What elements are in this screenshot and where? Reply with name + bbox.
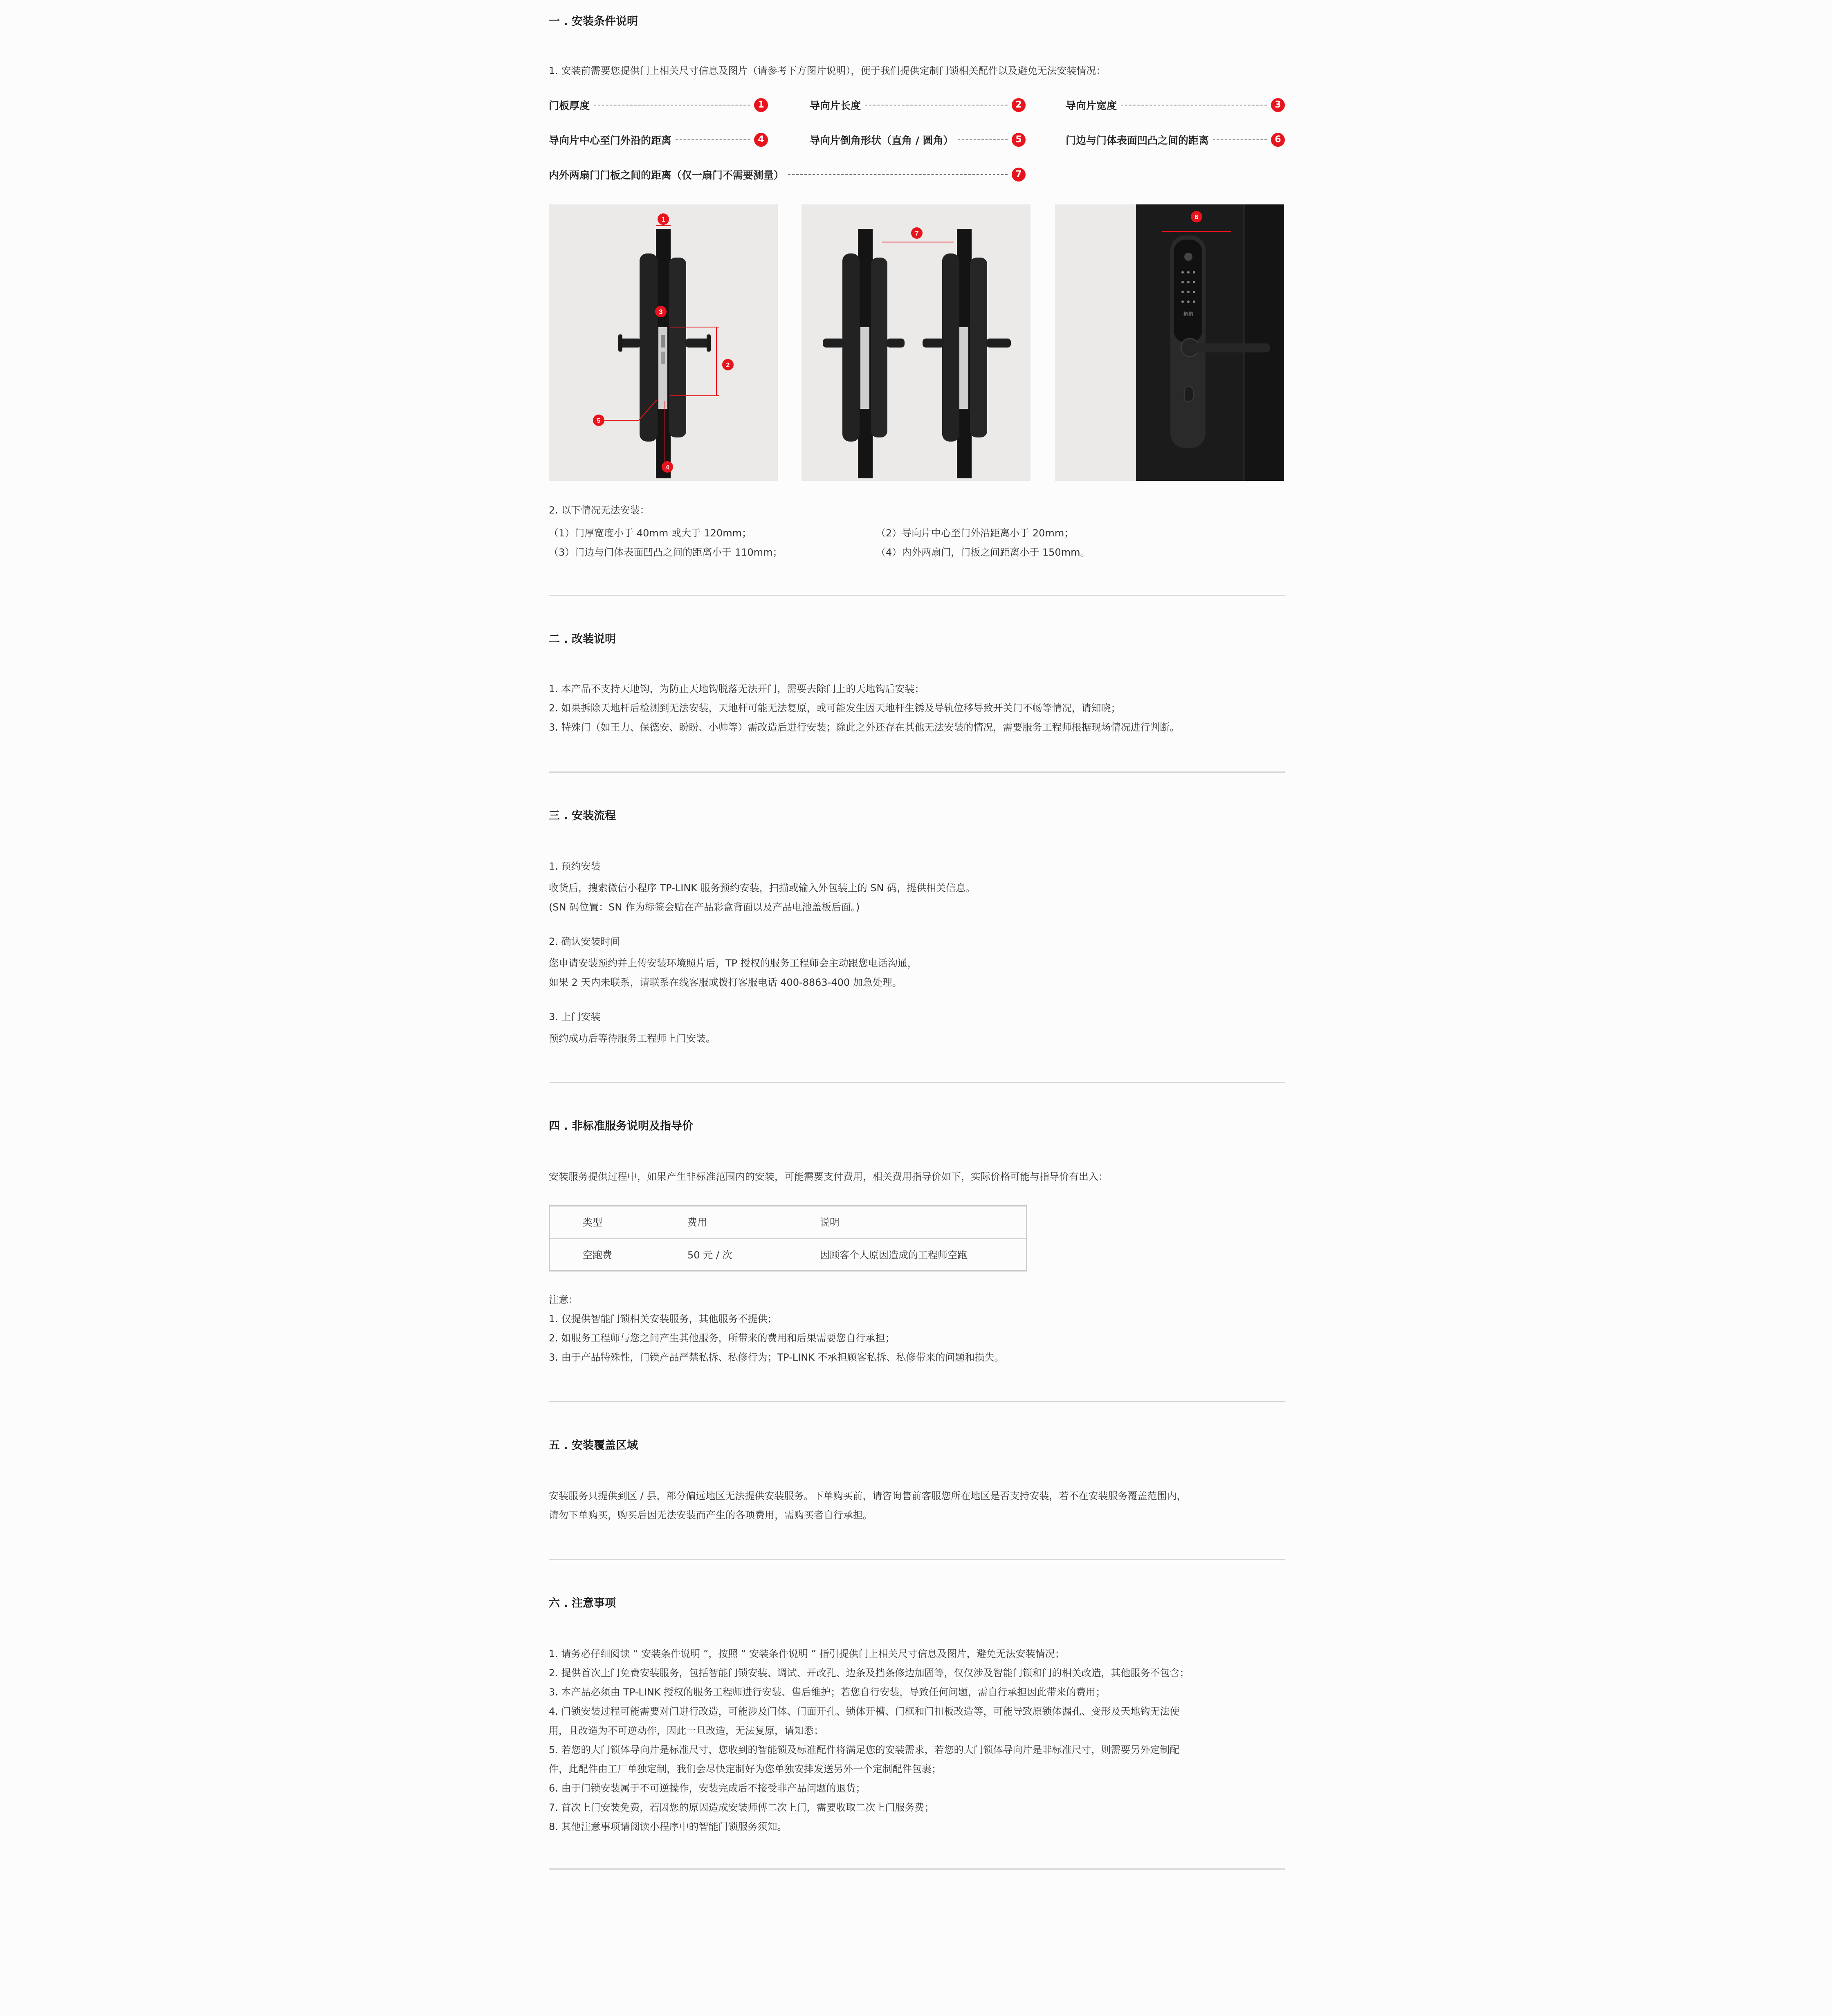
cannot-install-title: 2. 以下情况无法安装： [549,505,650,516]
section-6-line: 1. 请务必仔细阅读 “ 安装条件说明 ”，按照 “ 安装条件说明 ” 指引提供门上相关尺寸信息及图片，避免无法安装情况； [549,1648,1065,1659]
step-line: 收货后，搜索微信小程序 TP-LINK 服务预约安装，扫描或输入外包装上的 SN 码，提供相关信息。 [549,882,976,894]
step-line: 预约成功后等待服务工程师上门安装。 [549,1033,716,1044]
svg-text:7: 7 [915,230,919,237]
section-divider [549,1868,1285,1870]
lock-side-view-drawing [549,204,778,481]
double-door-view-image [802,204,1030,481]
measure-label: 导向片宽度 [1066,100,1117,112]
step-line: 如果 2 天内未联系，请联系在线客服或拨打客服电话 400-8863-400 加急处理。 [549,977,902,988]
measure-item [549,166,1026,183]
table-header-cell: 费用 [687,1217,707,1228]
note-line: 1. 仅提供智能门锁相关安装服务，其他服务不提供； [549,1313,777,1325]
measure-item [549,132,768,148]
section-6-line: 用，且改造为不可逆动作，因此一旦改造，无法复原，请知悉； [549,1725,824,1736]
cannot-item: （4）内外两扇门，门板之间距离小于 150mm。 [876,547,1090,558]
step-line: 您申请安装预约并上传安装环境照片后，TP 授权的服务工程师会主动跟您电话沟通， [549,958,917,969]
dash-leader [958,139,1008,140]
section-6-line: 6. 由于门锁安装属于不可逆操作，安装完成后不接受非产品问题的退货； [549,1783,866,1794]
svg-text:6: 6 [1194,214,1199,221]
measure-item [549,97,768,113]
section-5-line: 请勿下单购买，购买后因无法安装而产生的各项费用，需购买者自行承担。 [549,1509,873,1521]
svg-text:3: 3 [659,309,663,316]
section-6-line: 4. 门锁安装过程可能需要对门进行改造，可能涉及门体、门面开孔、锁体开槽、门框和门扣板改造等，可能导致原锁体漏孔、变形及天地钩无法使 [549,1706,1180,1717]
measure-row-1 [549,97,1285,113]
svg-text:2: 2 [726,362,730,369]
section-3-title: 三 . 安装流程 [549,810,616,822]
measure-label: 内外两扇门门板之间的距离（仅一扇门不需要测量） [549,169,784,181]
dash-leader [676,139,750,140]
measure-item [810,132,1026,148]
section-divider [549,1401,1285,1402]
measure-item [1066,132,1285,148]
note-line: 2. 如服务工程师与您之间产生其他服务，所带来的费用和后果需要您自行承担； [549,1332,895,1344]
section-6-line: 2. 提供首次上门免费安装服务，包括智能门锁安装、调试、开改孔、边条及挡条修边加固等，仅仅涉及智能门锁和门的相关改造，其他服务不包含； [549,1667,1190,1679]
lock-side-view-image [549,204,778,481]
step-heading: 3. 上门安装 [549,1011,601,1023]
section-2-line: 1. 本产品不支持天地钩，为防止天地钩脱落无法开门，需要去除门上的天地钩后安装； [549,683,925,695]
lock-brand-text: 鹅鹅 [1183,311,1194,317]
section-divider [549,595,1285,596]
number-badge: 1 [754,98,768,112]
dash-leader [1213,139,1267,140]
section-2-title: 二 . 改装说明 [549,633,616,646]
table-cell: 因顾客个人原因造成的工程师空跑 [820,1249,967,1261]
section-6-title: 六 . 注意事项 [549,1597,616,1610]
section-6-line: 件，此配件由工厂单独定制，我们会尽快定制好为您单独安排发送另外一个定制配件包裹； [549,1763,941,1775]
section-6-line: 7. 首次上门安装免费，若因您的原因造成安装师傅二次上门，需要收取二次上门服务费； [549,1802,934,1813]
section-4-title: 四 . 非标准服务说明及指导价 [549,1120,694,1132]
dash-leader [788,174,1008,175]
section-2-line: 2. 如果拆除天地杆后检测到无法安装，天地杆可能无法复原，或可能发生因天地杆生锈及导轨位移导致开关门不畅等情况，请知晓； [549,702,1121,714]
measure-label: 导向片倒角形状（直角 / 圆角） [810,135,954,146]
number-badge: 7 [1012,168,1026,182]
number-badge: 4 [754,133,768,147]
section-2-line: 3. 特殊门（如王力、保德安、盼盼、小帅等）需改造后进行安装；除此之外还存在其他无法安装的情况，需要服务工程师根据现场情况进行判断。 [549,722,1180,733]
section-6-line: 3. 本产品必须由 TP-LINK 授权的服务工程师进行安装、售后维护；若您自行安装，导致任何问题，需自行承担因此带来的费用； [549,1686,1106,1698]
section-divider [549,1082,1285,1083]
cannot-item: （3）门边与门体表面凹凸之间的距离小于 110mm； [549,547,783,558]
measure-label: 门边与门体表面凹凸之间的距离 [1066,135,1209,146]
section-6-line: 5. 若您的大门锁体导向片是标准尺寸，您收到的智能锁及标准配件将满足您的安装需求，若您的大门锁体导向片是非标准尺寸，则需要另外定制配 [549,1744,1180,1756]
table-header-cell: 说明 [820,1217,840,1228]
measure-row-2 [549,132,1285,148]
table-row [550,1239,1026,1271]
section-4-intro: 安装服务提供过程中，如果产生非标准范围内的安装，可能需要支付费用，相关费用指导价如下，实际价格可能与指导价有出入： [549,1171,1108,1182]
double-door-drawing [802,204,1030,481]
lock-front-view-image [1055,204,1284,481]
table-header-row [550,1206,1026,1239]
table-cell: 50 元 / 次 [687,1249,732,1261]
svg-text:4: 4 [665,464,669,471]
section-1-title: 一 . 安装条件说明 [549,15,638,28]
note-title: 注意： [549,1294,578,1305]
number-badge: 5 [1012,133,1026,147]
svg-text:1: 1 [661,216,665,223]
measure-label: 门板厚度 [549,100,590,112]
cannot-item: （1）门厚宽度小于 40mm 或大于 120mm； [549,527,752,539]
number-badge: 2 [1012,98,1026,112]
note-line: 3. 由于产品特殊性，门锁产品严禁私拆、私修行为；TP-LINK 不承担顾客私拆、私修带来的问题和损失。 [549,1352,1004,1363]
cannot-item: （2）导向片中心至门外沿距离小于 20mm； [876,527,1074,539]
step-heading: 2. 确认安装时间 [549,936,620,947]
measure-item [810,97,1026,113]
measure-row-3 [549,166,1285,183]
measure-item [1066,97,1285,113]
section-divider [549,1559,1285,1560]
number-badge: 6 [1271,133,1285,147]
section-5-title: 五 . 安装覆盖区域 [549,1439,638,1452]
section-6-line: 8. 其他注意事项请阅读小程序中的智能门锁服务须知。 [549,1821,787,1832]
lock-front-drawing [1055,204,1284,481]
section-divider [549,771,1285,773]
fee-table [549,1205,1027,1271]
section-1-intro: 1. 安装前需要您提供门上相关尺寸信息及图片（请参考下方图片说明），便于我们提供定制门锁相关配件以及避免无法安装情况： [549,65,1106,76]
table-header-cell: 类型 [583,1217,602,1228]
measure-label: 导向片长度 [810,100,861,112]
svg-text:5: 5 [597,417,601,424]
step-heading: 1. 预约安装 [549,861,601,872]
table-cell: 空跑费 [583,1249,612,1261]
step-line: (SN 码位置：SN 作为标签会贴在产品彩盒背面以及产品电池盖板后面。) [549,901,860,913]
measure-label: 导向片中心至门外沿的距离 [549,135,672,146]
section-5-line: 安装服务只提供到区 / 县，部分偏远地区无法提供安装服务。下单购买前，请咨询售前客服您所在地区是否支持安装，若不在安装服务覆盖范围内， [549,1490,1187,1502]
number-badge: 3 [1271,98,1285,112]
